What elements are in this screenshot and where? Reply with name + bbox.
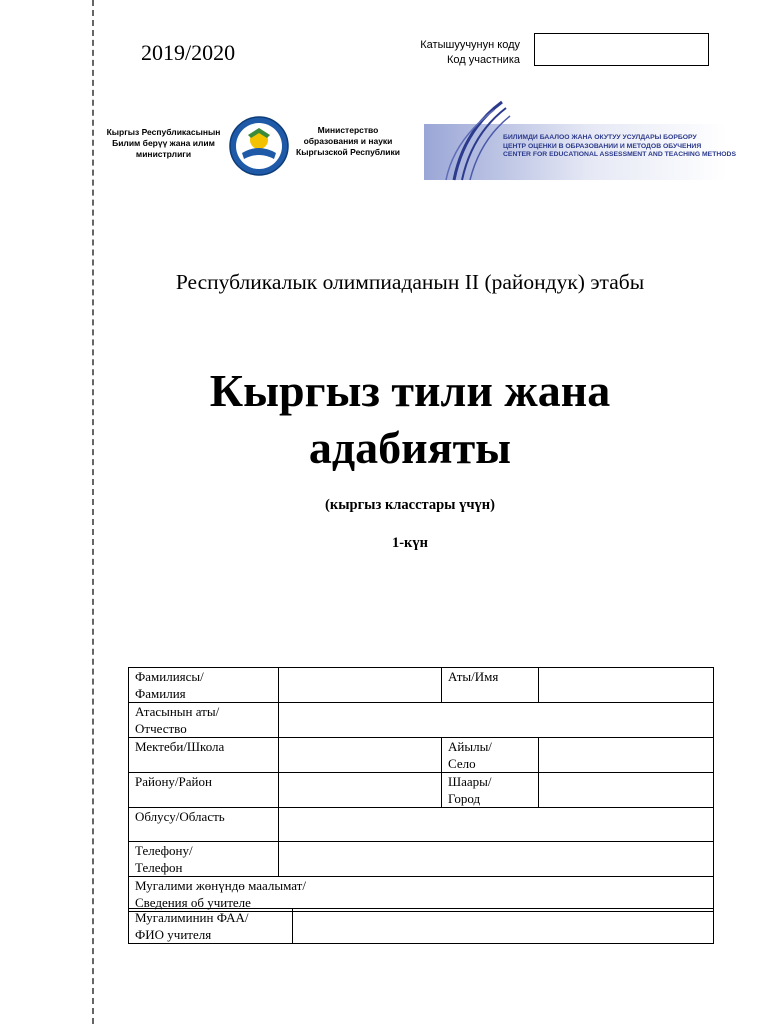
form-row	[129, 842, 714, 877]
participant-info-form	[128, 667, 714, 912]
assessment-center-name	[503, 134, 736, 160]
ministry-ru-line: Кыргызской Республики	[296, 147, 400, 157]
village-field[interactable]	[539, 738, 714, 773]
form-row	[129, 773, 714, 808]
olympiad-stage: Республикалык олимпиаданын II (райондук) этабы	[175, 270, 645, 294]
center-name-line: ЦЕНТР ОЦЕНКИ В ОБРАЗОВАНИИ И МЕТОДОВ ОБУЧЕНИЯ	[503, 142, 702, 150]
subject-title-line: адабияты	[308, 422, 512, 473]
center-name-line: БИЛИМДИ БААЛОО ЖАНА ОКУТУУ УСУЛДАРЫ БОРБОРУ	[503, 134, 697, 141]
participant-code-label-ru: Код участника	[446, 54, 520, 66]
label-line: Фамилия	[135, 686, 186, 701]
ministry-name-ru	[289, 125, 407, 158]
form-row	[129, 877, 714, 912]
district-field[interactable]	[279, 773, 442, 808]
phone-label	[129, 842, 279, 877]
label-line: Мугалими жөнүндө маалымат/	[135, 878, 306, 893]
region-label: Облусу/Область	[129, 808, 279, 842]
ministry-ky-line: Билим берүү жана илим	[112, 138, 215, 148]
teacher-info-heading	[129, 877, 714, 912]
form-row	[129, 808, 714, 842]
school-label: Мектеби/Школа	[129, 738, 279, 773]
patronymic-field[interactable]	[279, 703, 714, 738]
label-line: Айылы/	[448, 739, 492, 754]
label-line: Сведения об учителе	[135, 895, 251, 910]
academic-year: 2019/2020	[141, 40, 236, 65]
target-classes: (кыргыз класстары үчүн)	[325, 497, 495, 513]
teacher-name-label	[129, 909, 293, 944]
city-label	[442, 773, 539, 808]
teacher-name-form	[128, 908, 714, 944]
village-label	[442, 738, 539, 773]
label-line: Фамилиясы/	[135, 669, 204, 684]
surname-label	[129, 668, 279, 703]
school-field[interactable]	[279, 738, 442, 773]
label-line: Отчество	[135, 721, 187, 736]
participant-code-field[interactable]	[534, 33, 709, 66]
participant-code-label	[380, 38, 520, 68]
label-line: Атасынын аты/	[135, 704, 220, 719]
subject-title-line: Кыргыз тили жана	[209, 365, 611, 416]
form-row	[129, 668, 714, 703]
form-row	[129, 909, 714, 944]
city-field[interactable]	[539, 773, 714, 808]
ministry-name-ky	[100, 127, 227, 160]
state-emblem-icon	[228, 115, 290, 177]
ministry-ru-line: Министерство	[317, 125, 379, 135]
surname-field[interactable]	[279, 668, 442, 703]
patronymic-label	[129, 703, 279, 738]
label-line: ФИО учителя	[135, 927, 212, 942]
label-line: Шаары/	[448, 774, 492, 789]
district-label: Району/Район	[129, 773, 279, 808]
label-line: Мугалиминин ФАА/	[135, 910, 249, 925]
ministry-ky-line: министрлиги	[135, 149, 192, 159]
phone-field[interactable]	[279, 842, 714, 877]
form-row	[129, 738, 714, 773]
participant-code-label-ky: Катышуучунун коду	[420, 39, 520, 51]
label-line: Город	[448, 791, 481, 806]
ministry-ru-line: образования и науки	[303, 136, 393, 146]
name-field[interactable]	[539, 668, 714, 703]
teacher-name-field[interactable]	[293, 909, 714, 944]
center-name-line: CENTER FOR EDUCATIONAL ASSESSMENT AND TEACHING METHODS	[503, 151, 736, 158]
label-line: Телефон	[135, 860, 183, 875]
ministry-ky-line: Кыргыз Республикасынын	[106, 127, 221, 137]
form-row	[129, 703, 714, 738]
subject-title	[0, 362, 768, 476]
name-label: Аты/Имя	[442, 668, 539, 703]
region-field[interactable]	[279, 808, 714, 842]
exam-day: 1-күн	[391, 535, 429, 551]
label-line: Телефону/	[135, 843, 193, 858]
label-line: Село	[448, 756, 476, 771]
